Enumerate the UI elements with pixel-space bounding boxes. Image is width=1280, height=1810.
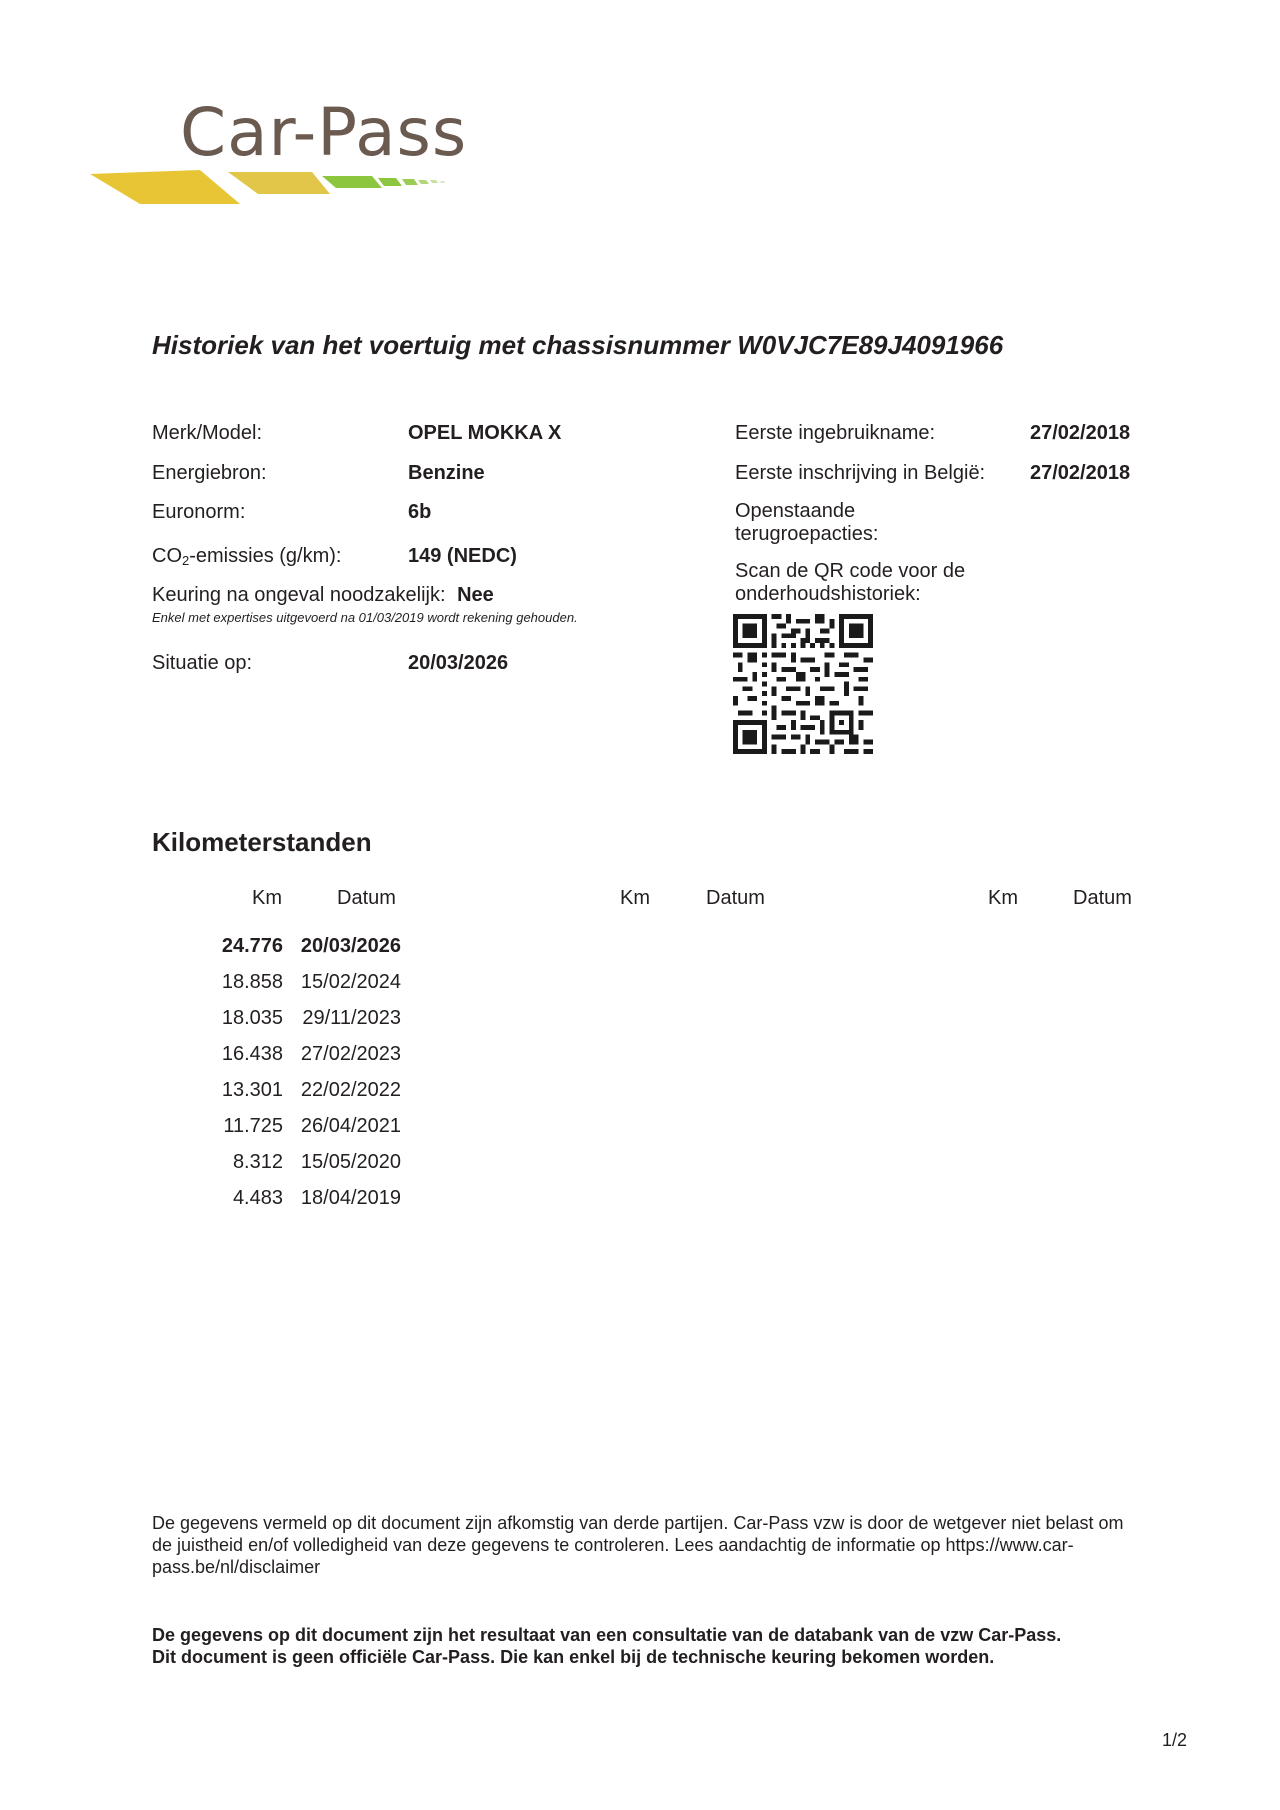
km-value: 16.438 bbox=[221, 1042, 283, 1065]
table-row bbox=[190, 1036, 401, 1072]
energy-label: Energiebron: bbox=[152, 462, 267, 484]
inspection-note: Enkel met expertises uitgevoerd na 01/03/2019 wordt rekening gehouden. bbox=[152, 610, 578, 625]
official-notice bbox=[152, 1624, 1142, 1668]
mileage-table bbox=[190, 928, 401, 1216]
km-value: 13.301 bbox=[221, 1078, 283, 1101]
km-value: 4.483 bbox=[232, 1186, 283, 1209]
table-row bbox=[190, 964, 401, 1000]
col-km-3: Km bbox=[988, 887, 1018, 909]
date-value: 18/04/2019 bbox=[300, 1186, 401, 1209]
euronorm-value: 6b bbox=[408, 501, 432, 523]
make-model-value: OPEL MOKKA X bbox=[408, 422, 562, 444]
car-pass-logo-bars bbox=[90, 168, 450, 208]
recalls-label: Openstaande terugroepacties: bbox=[735, 500, 879, 545]
km-value: 11.725 bbox=[223, 1114, 283, 1137]
col-km-2: Km bbox=[620, 887, 650, 909]
first-use-value: 27/02/2018 bbox=[1030, 422, 1131, 444]
situation-value: 20/03/2026 bbox=[408, 652, 509, 674]
euronorm-label: Euronorm: bbox=[152, 501, 246, 523]
date-value: 29/11/2023 bbox=[302, 1006, 401, 1029]
make-model-label: Merk/Model: bbox=[152, 422, 263, 444]
km-value: 18.035 bbox=[221, 1006, 283, 1029]
co2-label: $CO_2$-emissies (g/km): bbox=[152, 545, 342, 568]
col-km-1: Km bbox=[252, 887, 282, 909]
first-registration-label: Eerste inschrijving in België: bbox=[735, 462, 986, 484]
km-value: 24.776 bbox=[221, 934, 283, 957]
table-row bbox=[190, 1072, 401, 1108]
date-value: 20/03/2026 bbox=[300, 934, 401, 957]
official-notice-line-2: Dit document is geen officiële Car-Pass. Die kan enkel bij de technische keuring bekomen worden. bbox=[152, 1647, 995, 1667]
date-value: 15/05/2020 bbox=[300, 1150, 401, 1173]
date-value: 26/04/2021 bbox=[300, 1114, 401, 1137]
car-pass-logo-text: Car-Pass bbox=[180, 94, 468, 171]
date-value: 15/02/2024 bbox=[300, 970, 401, 993]
co2-value: 149 (NEDC) bbox=[408, 545, 517, 567]
col-date-3: Datum bbox=[1073, 887, 1132, 909]
inspection-label-text: Keuring na ongeval noodzakelijk: bbox=[152, 584, 446, 606]
inspection-label bbox=[152, 584, 494, 607]
official-notice-line-1: De gegevens op dit document zijn het resultaat van een consultatie van de databank van de vzw Car-Pass. bbox=[152, 1625, 1062, 1645]
table-row bbox=[190, 1180, 401, 1216]
col-date-1: Datum bbox=[337, 887, 396, 909]
km-value: 18.858 bbox=[221, 970, 283, 993]
col-date-2: Datum bbox=[706, 887, 765, 909]
qr-code-icon[interactable] bbox=[733, 614, 873, 754]
date-value: 27/02/2023 bbox=[300, 1042, 401, 1065]
first-use-label: Eerste ingebruikname: bbox=[735, 422, 936, 444]
page-number: 1/2 bbox=[1162, 1730, 1188, 1750]
qr-instruction: Scan de QR code voor de onderhoudshistoriek: bbox=[735, 560, 966, 605]
table-row bbox=[190, 1144, 401, 1180]
table-row bbox=[190, 928, 401, 964]
mileage-section-title: Kilometerstanden bbox=[152, 827, 372, 857]
disclaimer-text: De gegevens vermeld op dit document zijn afkomstig van derde partijen. Car-Pass vzw is door de wetgever niet belast om de juistheid en/of volledigheid van deze gegevens te controleren. Lees aandachtig de informatie op https://www.car-pass.be/nl/disclaimer bbox=[152, 1513, 1124, 1577]
first-registration-value: 27/02/2018 bbox=[1030, 462, 1131, 484]
situation-label: Situatie op: bbox=[152, 652, 253, 674]
inspection-value: Nee bbox=[457, 584, 494, 606]
date-value: 22/02/2022 bbox=[300, 1078, 401, 1101]
km-value: 8.312 bbox=[232, 1150, 283, 1173]
table-row bbox=[190, 1000, 401, 1036]
energy-value: Benzine bbox=[408, 462, 485, 484]
document-title: Historiek van het voertuig met chassisnummer W0VJC7E89J4091966 bbox=[152, 330, 1004, 360]
table-row bbox=[190, 1108, 401, 1144]
